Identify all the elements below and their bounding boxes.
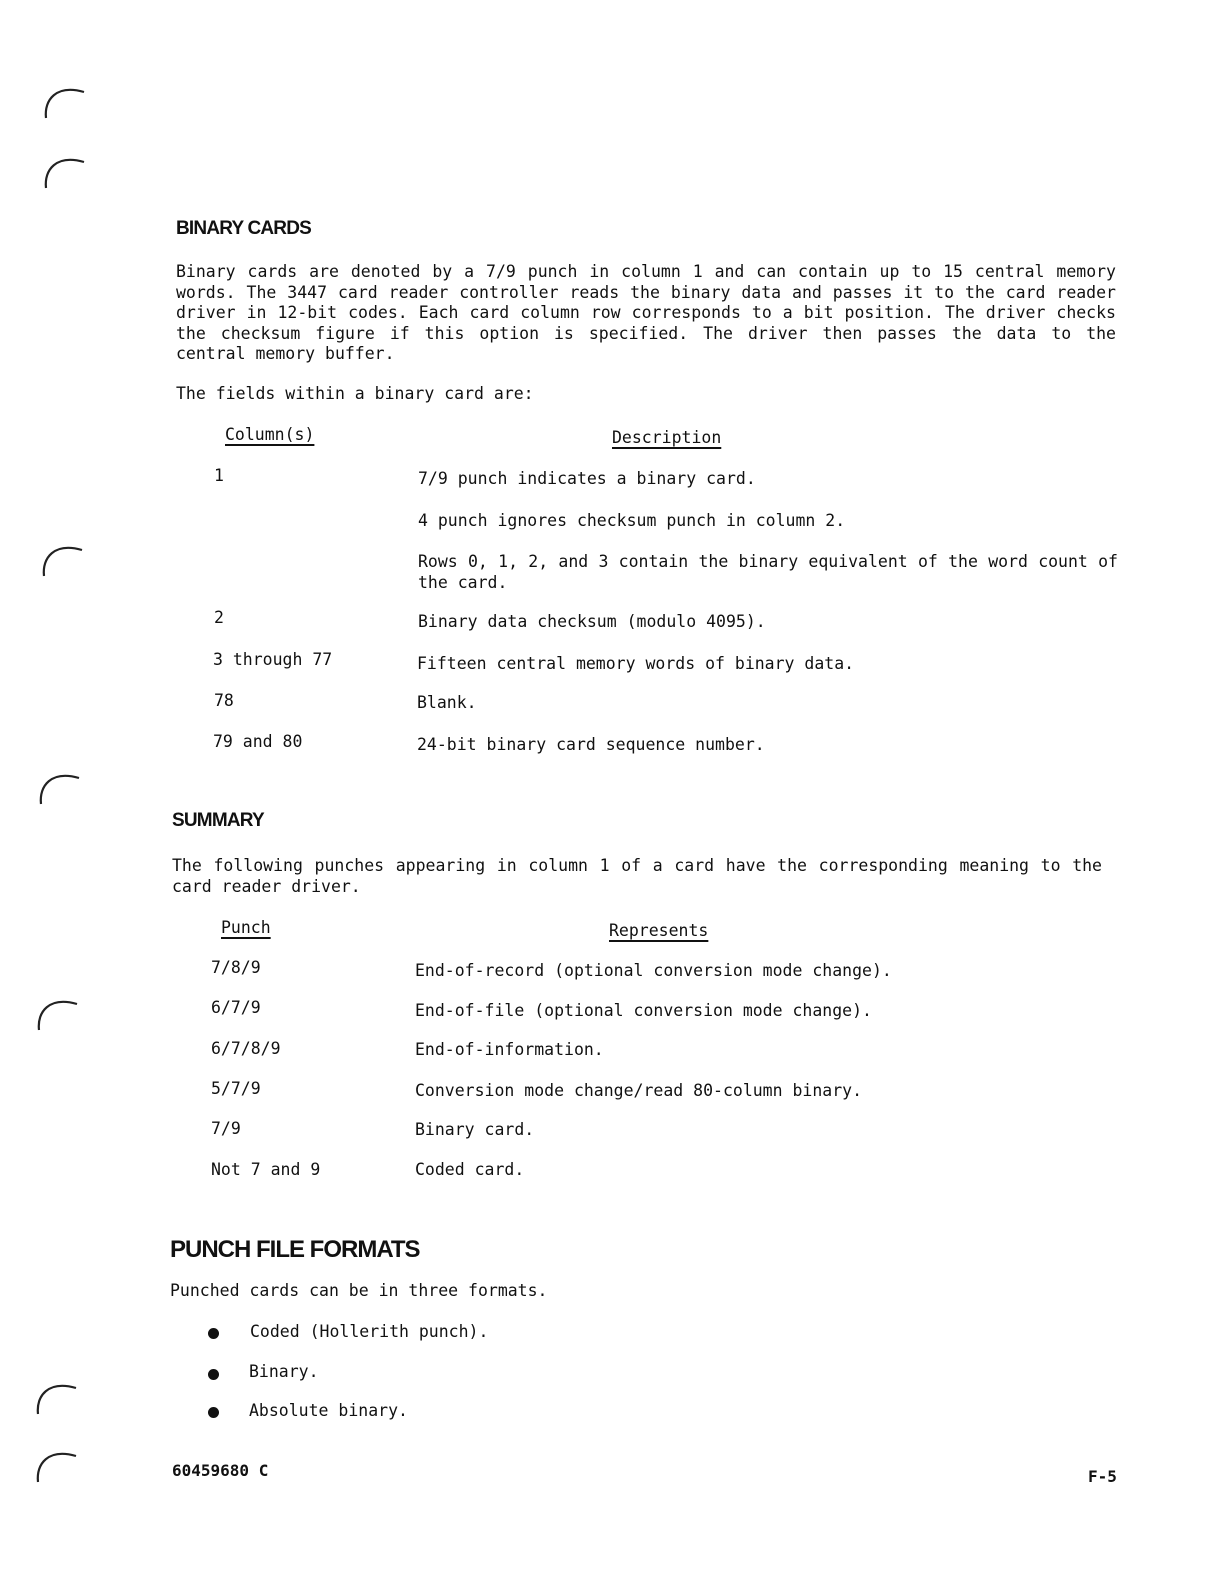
punch-row-represents: End-of-information. (415, 1040, 604, 1059)
punch-row-represents: Coded card. (415, 1160, 525, 1179)
binary-cards-intro: The fields within a binary card are: (176, 384, 534, 403)
summary-paragraph: The following punches appearing in column 1 of a card have the corresponding meaning to the card reader driver. (172, 856, 1102, 896)
punch-row-punch: 5/7/9 (211, 1079, 261, 1098)
punch-row-represents: Conversion mode change/read 80-column binary. (415, 1081, 863, 1100)
list-item: Absolute binary. (249, 1401, 408, 1420)
punch-row-punch: 6/7/8/9 (211, 1039, 281, 1058)
table-row-column: 78 (214, 691, 234, 710)
binary-cards-paragraph: Binary cards are denoted by a 7/9 punch in column 1 and can contain up to 15 central memory words. The 3447 card reader controller reads the binary data and passes it to the card reader driver in 12-bit codes. Each card column row corresponds to a bit position. The driver checks the checksum figure if this option is specified. The driver then passes the data to the central memory buffer. (176, 262, 1116, 363)
binder-hole-icon (35, 764, 81, 810)
punch-row-punch: Not 7 and 9 (211, 1160, 321, 1179)
punch-header: Punch (221, 918, 271, 937)
punch-row-represents: End-of-file (optional conversion mode change). (415, 1001, 872, 1020)
table-row-column: 3 through 77 (213, 650, 333, 669)
binder-hole-icon (40, 148, 86, 194)
description-header: Description (612, 428, 722, 447)
bullet-icon (208, 1328, 219, 1339)
page-number: F-5 (1088, 1467, 1117, 1486)
table-row-column: 79 and 80 (213, 732, 303, 751)
represents-header: Represents (609, 921, 709, 940)
column-header: Column(s) (225, 425, 315, 444)
punch-row-punch: 7/9 (211, 1119, 241, 1138)
binder-hole-icon (32, 1442, 78, 1488)
punch-file-formats-heading: PUNCH FILE FORMATS (170, 1236, 420, 1263)
table-row-description: 4 punch ignores checksum punch in column 2. (418, 511, 846, 530)
list-item: Coded (Hollerith punch). (250, 1322, 489, 1341)
binder-hole-icon (40, 78, 86, 124)
binder-hole-icon (38, 536, 84, 582)
binder-hole-icon (33, 990, 79, 1036)
table-row-description: 24-bit binary card sequence number. (417, 735, 765, 754)
binder-hole-icon (32, 1374, 78, 1420)
binary-cards-heading: BINARY CARDS (176, 218, 312, 239)
table-row-column: 1 (214, 466, 224, 485)
document-number: 60459680 C (172, 1461, 269, 1480)
table-row-column: 2 (214, 608, 224, 627)
summary-heading: SUMMARY (172, 810, 264, 831)
list-item: Binary. (249, 1362, 319, 1381)
table-row-description: 7/9 punch indicates a binary card. (418, 469, 756, 488)
punch-row-represents: End-of-record (optional conversion mode change). (415, 961, 892, 980)
punch-row-punch: 7/8/9 (211, 958, 261, 977)
table-row-description: Blank. (417, 693, 477, 712)
table-row-description: Fifteen central memory words of binary data. (417, 654, 855, 673)
punch-row-punch: 6/7/9 (211, 998, 261, 1017)
table-row-description: Rows 0, 1, 2, and 3 contain the binary equivalent of the word count of the card. (418, 552, 1118, 592)
punch-row-represents: Binary card. (415, 1120, 535, 1139)
punch-file-formats-intro: Punched cards can be in three formats. (170, 1281, 548, 1300)
table-row-description: Binary data checksum (modulo 4095). (418, 612, 766, 631)
bullet-icon (208, 1407, 219, 1418)
bullet-icon (208, 1369, 219, 1380)
